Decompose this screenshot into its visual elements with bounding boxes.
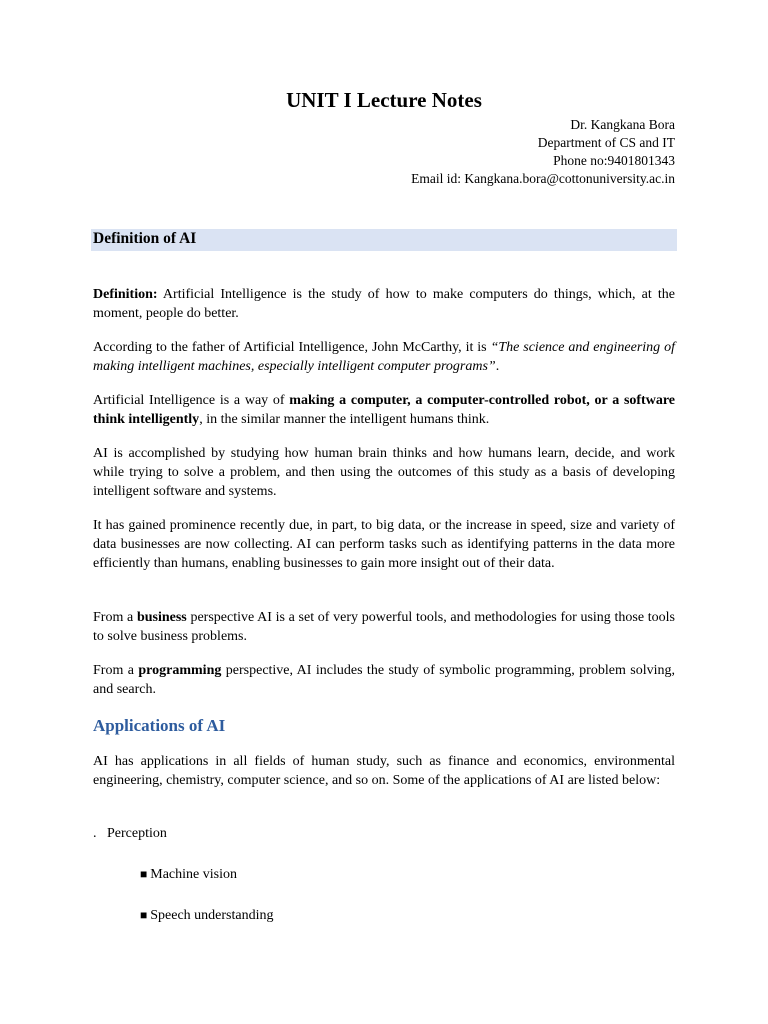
bullet-marker: . [93,826,97,841]
paragraph-way-of-making: Artificial Intelligence is a way of making a computer, a computer-controlled robot, or a software think intelligently, in the similar manner the intelligent humans think. [93,393,675,427]
paragraph-programming: From a programming perspective, AI includes the study of symbolic programming, problem solving, and search. [93,663,675,697]
author-department: Department of CS and IT [537,135,675,150]
section-heading-definition [91,229,677,251]
paragraph-prominence: It has gained prominence recently due, in part, to big data, or the increase in speed, size and variety of data businesses are now collecting. AI can perform tasks such as identifying patterns in the data more efficiently than humans, enabling businesses to gain more insight out of their data. [93,518,675,571]
sub-list-item [140,867,237,883]
mccarthy-quote: “The science and engineering of making intelligent machines, especially intelligent computer programs” [93,340,675,374]
author-email: Email id: Kangkana.bora@cottonuniversity.ac.in [411,171,675,186]
paragraph-applications-intro: AI has applications in all fields of human study, such as finance and economics, environmental engineering, chemistry, computer science, and so on. Some of the applications of AI are listed below: [93,754,675,788]
definition-label: Definition: [93,287,158,302]
square-bullet-icon: ■ [140,867,148,881]
section-heading-text: Definition of AI [93,230,197,247]
paragraph-accomplished: AI is accomplished by studying how human brain thinks and how humans learn, decide, and work while trying to solve a problem, and then using the outcomes of this study as a basis of developing intelligent software and systems. [93,446,675,499]
list-item-perception [93,826,167,842]
sub-list-item [140,908,274,924]
paragraph-business: From a business perspective AI is a set of very powerful tools, and methodologies for using those tools to solve business problems. [93,610,675,644]
paragraph-definition: Definition: Artificial Intelligence is the study of how to make computers do things, which, at the moment, people do better. [93,287,675,321]
sub-list-item-label: Machine vision [150,867,237,882]
list-item-label: Perception [107,826,167,841]
square-bullet-icon: ■ [140,908,148,922]
paragraph-mccarthy: According to the father of Artificial Intelligence, John McCarthy, it is “The science and engineering of making intelligent machines, especially intelligent computer programs”. [93,340,675,374]
author-name: Dr. Kangkana Bora [570,117,675,132]
author-phone: Phone no:9401801343 [553,153,675,168]
author-block [411,116,675,188]
section-heading-applications: Applications of AI [93,716,226,735]
sub-list-item-label: Speech understanding [150,908,274,923]
document-title: UNIT I Lecture Notes [286,88,482,112]
